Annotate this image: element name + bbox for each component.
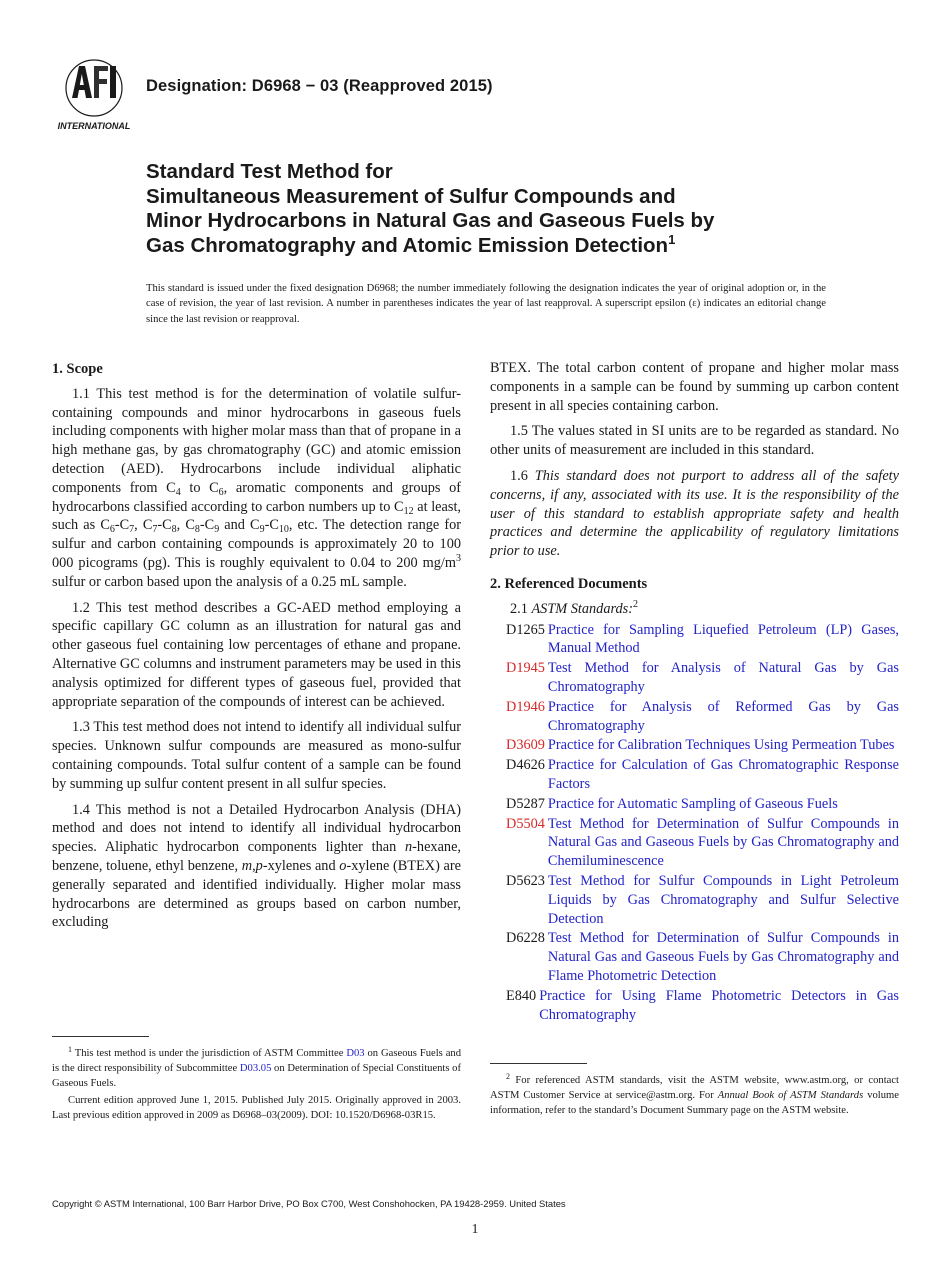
section-1-5: 1.5 The values stated in SI units are to be regarded as standard. No other units of measurement are included in this standard.: [490, 423, 899, 459]
title-line-2: Simultaneous Measurement of Sulfur Compounds and: [146, 184, 676, 208]
reference-item[interactable]: D1265 Practice for Sampling Liquefied Petroleum (LP) Gases, Manual Method: [506, 621, 899, 657]
footnote-rule-left: [52, 1036, 149, 1037]
reference-link[interactable]: Practice for Sampling Liquefied Petroleum (LP) Gases, Manual Method: [547, 621, 899, 657]
reference-item[interactable]: [506, 815, 899, 871]
reference-item[interactable]: E840 Practice for Using Flame Photometric Detectors in Gas Chromatography: [506, 987, 899, 1023]
reference-link[interactable]: Test Method for Determination of Sulfur Compounds in Natural Gas and Gaseous Fuels by Gas Chromatography and Chemiluminescence: [547, 815, 899, 870]
right-column: [490, 359, 899, 1025]
section-1-6: 1.6 This standard does not purport to address all of the safety concerns, if any, associated with its use. It is the responsibility of the user of this standard to establish appropriate safety and health practices and determine the applicability of regulatory limitations prior to use.: [490, 467, 899, 560]
reference-item[interactable]: [506, 659, 899, 697]
section-1-4-continued: BTEX. The total carbon content of propane and higher molar mass components in a sample can be found by summing up carbon content present in all species containing carbon.: [490, 360, 899, 414]
logo-international-text: INTERNATIONAL: [57, 121, 131, 131]
reference-link[interactable]: Practice for Using Flame Photometric Detectors in Gas Chromatography: [539, 987, 899, 1023]
title-line-4: Gas Chromatography and Atomic Emission Detection$^1$: [146, 231, 676, 257]
reference-item[interactable]: D5623 Test Method for Sulfur Compounds in Light Petroleum Liquids by Gas Chromatography and Sulfur Selective Detection: [506, 872, 899, 927]
reference-link[interactable]: Practice for Analysis of Reformed Gas by Gas Chromatography: [547, 698, 899, 734]
astm-logo: [52, 58, 136, 134]
page-number: 1: [471, 1221, 479, 1236]
footnote-rule-right: [490, 1063, 587, 1064]
footnote-1: $^1$ This test method is under the jurisdiction of ASTM Committee D03 on Gaseous Fuels and is the direct responsibility of Subcommittee D03.05 on Determination of Special Constituents of Gaseous Fuels. Current edition approved June 1, 2015. Published July 2015. Originally approved in 2003. Last previous edition approved in 2009 as D6968–03(2009). DOI: 10.1520/D6968-03R15.: [52, 1045, 462, 1121]
copyright-notice: Copyright © ASTM International, 100 Barr Harbor Drive, PO Box C700, West Conshohocken, PA 19428-2959. United States: [52, 1198, 566, 1209]
subcommittee-d0305-link[interactable]: D03.05: [239, 1063, 272, 1074]
section-1-2: 1.2 This test method describes a GC-AED method employing a specific capillary GC column as an illustration for natural gas and other gaseous fuel containing low percentages of ethane and propane. Alternative GC columns and instrument parameters may be used in this analysis optimized for different types of gaseous fuel, provided that appropriate separation of the compounds of interest can be achieved.: [52, 599, 461, 710]
astm-standards-intro: 2.1 ASTM Standards:$^2$: [510, 598, 638, 617]
section-1-4: 1.4 This method is not a Detailed Hydrocarbon Analysis (DHA) method and does not intend to identify all individual hydrocarbon species. Aliphatic hydrocarbon components lighter than n-hexane, benzene, toluene, ethyl benzene, m,p-xylenes and o-xylene (BTEX) are generally separated and identified individually. Higher molar mass hydrocarbons are determined as groups based on carbon number, excluding: [52, 801, 461, 931]
reference-item[interactable]: [506, 736, 899, 755]
reference-item[interactable]: D6228 Test Method for Determination of Sulfur Compounds in Natural Gas and Gaseous Fuels by Gas Chromatography and Flame Photometric Detection: [506, 930, 899, 984]
scope-heading: 1. Scope: [52, 361, 103, 377]
document-title: [146, 160, 826, 258]
reference-link[interactable]: Practice for Calibration Techniques Using Permeation Tubes: [547, 737, 895, 754]
reference-link[interactable]: Practice for Automatic Sampling of Gaseous Fuels: [547, 795, 838, 812]
reference-link[interactable]: Test Method for Analysis of Natural Gas by Gas Chromatography: [547, 660, 899, 695]
reference-code-link[interactable]: D1945: [506, 660, 545, 677]
title-line-1: Standard Test Method for: [146, 160, 393, 183]
designation: Designation: D6968 − 03 (Reapproved 2015): [146, 77, 493, 95]
title-line-3: Minor Hydrocarbons in Natural Gas and Gaseous Fuels by: [146, 209, 715, 232]
reference-code-link[interactable]: D5504: [506, 815, 545, 832]
committee-d03-link[interactable]: D03: [346, 1048, 365, 1059]
preamble: This standard is issued under the fixed designation D6968; the number immediately following the designation indicates the year of original adoption or, in the case of revision, the year of last revision. A number in parentheses indicates the year of last reapproval. A superscript epsilon (ε) indicates an editorial change since the last revision or reapproval.: [146, 283, 826, 325]
left-column: [52, 360, 461, 939]
reference-item[interactable]: D5287 Practice for Automatic Sampling of Gaseous Fuels: [506, 795, 899, 814]
reference-list: [490, 621, 899, 1025]
section-1-3: 1.3 This test method does not intend to identify all individual sulfur species. Unknown sulfur compounds are measured as mono-sulfur containing compounds. Total sulfur content of a sample can be found by summing up sulfur content present in all sulfur species.: [52, 719, 461, 792]
edition-note: Current edition approved June 1, 2015. Published July 2015. Originally approved in 2003. Last previous edition approved in 2009 as D6968–03(2009). DOI: 10.1520/D6968-03R15.: [52, 1095, 461, 1121]
reference-link[interactable]: Practice for Calculation of Gas Chromatographic Response Factors: [547, 757, 899, 792]
footnote-2: $^2$ For referenced ASTM standards, visit the ASTM website, www.astm.org, or contact ASTM Customer Service at service@astm.org. For Annual Book of ASTM Standards volume information, refer to the standard’s Document Summary page on the ASTM website.: [490, 1072, 899, 1116]
reference-link[interactable]: Test Method for Determination of Sulfur Compounds in Natural Gas and Gaseous Fuels by Gas Chromatography and Flame Photometric Detection: [547, 930, 899, 984]
section-1-1: 1.1 This test method is for the determination of volatile sulfur-containing compounds and minor hydrocarbons in gaseous fuels including components with higher molar mass than that of propane in a high methane gas, by gas chromatography (GC) and atomic emission detection (AED). Hydrocarbons include individual aliphatic components from $C_4$ to $C_6$, aromatic components and groups of hydrocarbons classified according to carbon numbers up to $C_{12}$ at least, such as $C_6-C_7$, $C_7-C_8$, $C_8-C_9$ and $C_9-C_{10}$, etc. The detection range for sulfur and carbon containing compounds is approximately 20 to 100 000 picograms (pg). This is roughly equivalent to 0.04 to 200 $mg/m^3$ sulfur or carbon based upon the analysis of a 0.25 mL sample.: [52, 385, 461, 590]
reference-link[interactable]: Test Method for Sulfur Compounds in Light Petroleum Liquids by Gas Chromatography and Sulfur Selective Detection: [547, 872, 899, 927]
reference-code-link[interactable]: D1946: [506, 698, 545, 715]
title-footnote-mark: 1: [668, 231, 676, 247]
referenced-documents-heading: 2. Referenced Documents: [490, 575, 648, 592]
reference-code-link[interactable]: D3609: [506, 737, 545, 754]
reference-item[interactable]: [506, 698, 899, 736]
reference-item[interactable]: D4626 Practice for Calculation of Gas Chromatographic Response Factors: [506, 757, 899, 792]
